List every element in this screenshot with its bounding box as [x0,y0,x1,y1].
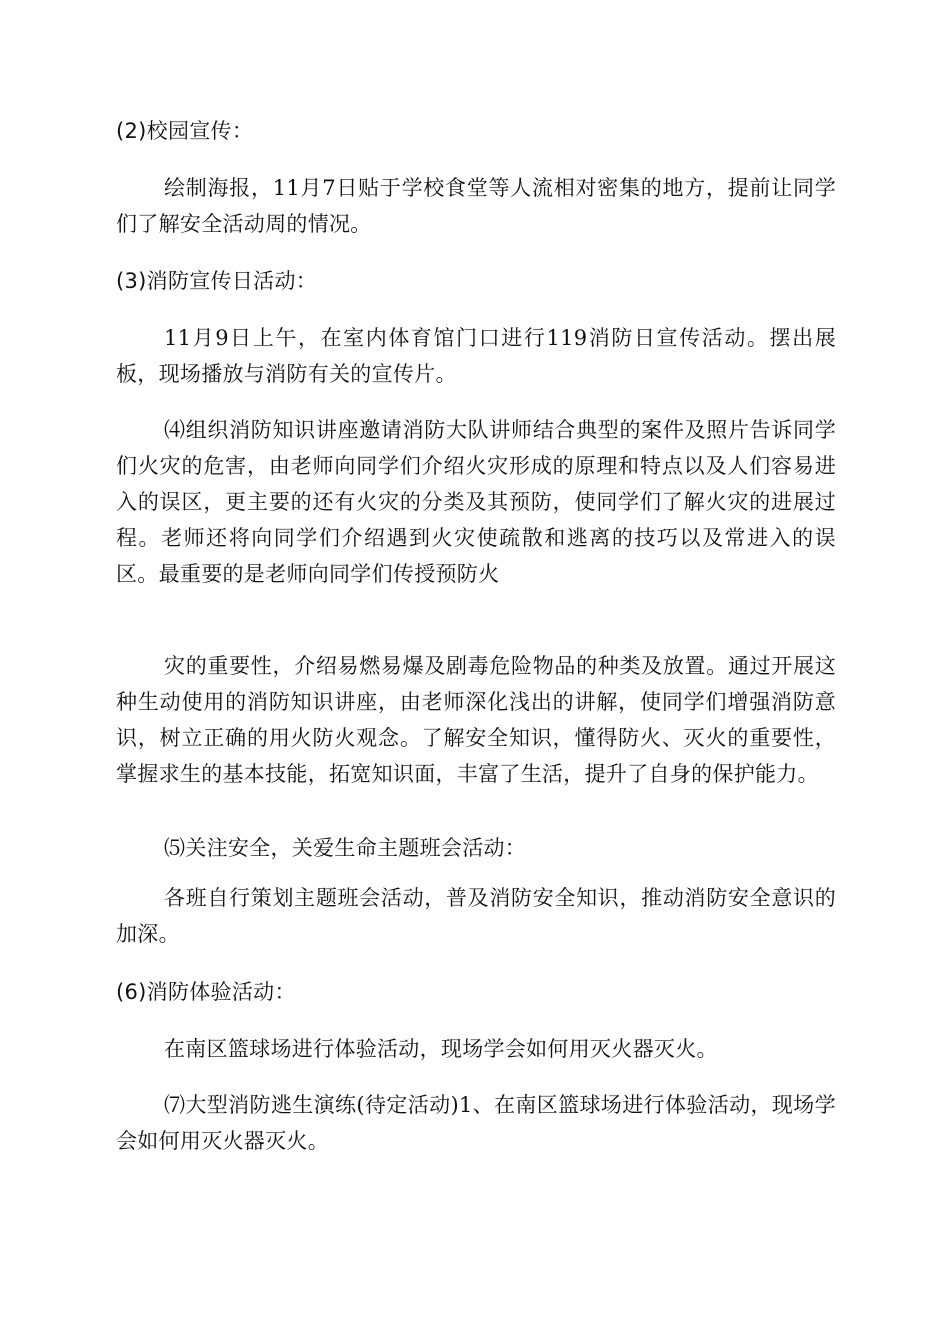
paragraph-fire-day: 11月9日上午，在室内体育馆门口进行119消防日宣传活动。摆出展板，现场播放与消防有关的宣传片。 [116,326,836,386]
paragraph-fire-experience: 在南区篮球场进行体验活动，现场学会如何用灭火器灭火。 [164,1037,718,1061]
paragraph-lecture-continued: 灾的重要性，介绍易燃易爆及剧毒危险物品的种类及放置。通过开展这种生动使用的消防知识讲座，由老师深化浅出的讲解，使同学们增强消防意识，树立正确的用火防火观念。了解安全知识，懂得防火、灭火的重要性，掌握求生的基本技能，拓宽知识面，丰富了生活，提升了自身的保护能力。 [116,654,836,786]
paragraph-lecture: ⑷组织消防知识讲座邀请消防大队讲师结合典型的案件及照片告诉同学们火灾的危害，由老师向同学们介绍火灾形成的原理和特点以及人们容易进入的误区，更主要的还有火灾的分类及其预防，使同学们了解火灾的进展过程。老师还将向同学们介绍遇到火灾使疏散和逃离的技巧以及常进入的误区。最重要的是老师向同学们传授预防火 [116,418,836,586]
paragraph-evacuation-drill: ⑺大型消防逃生演练(待定活动)1、在南区篮球场进行体验活动，现场学会如何用灭火器灭火。 [116,1093,836,1153]
section-heading-fire-experience: (6)消防体验活动： [116,980,296,1004]
section-heading-class-meeting: ⑸关注安全，关爱生命主题班会活动： [164,836,527,860]
paragraph-poster: 绘制海报，11月7日贴于学校食堂等人流相对密集的地方，提前让同学们了解安全活动周的情况。 [116,176,836,236]
section-heading-fire-day: (3)消防宣传日活动： [116,269,318,293]
paragraph-class-meeting: 各班自行策划主题班会活动，普及消防安全知识，推动消防安全意识的加深。 [116,886,836,946]
section-heading-campus-promotion: (2)校园宣传： [116,119,254,143]
